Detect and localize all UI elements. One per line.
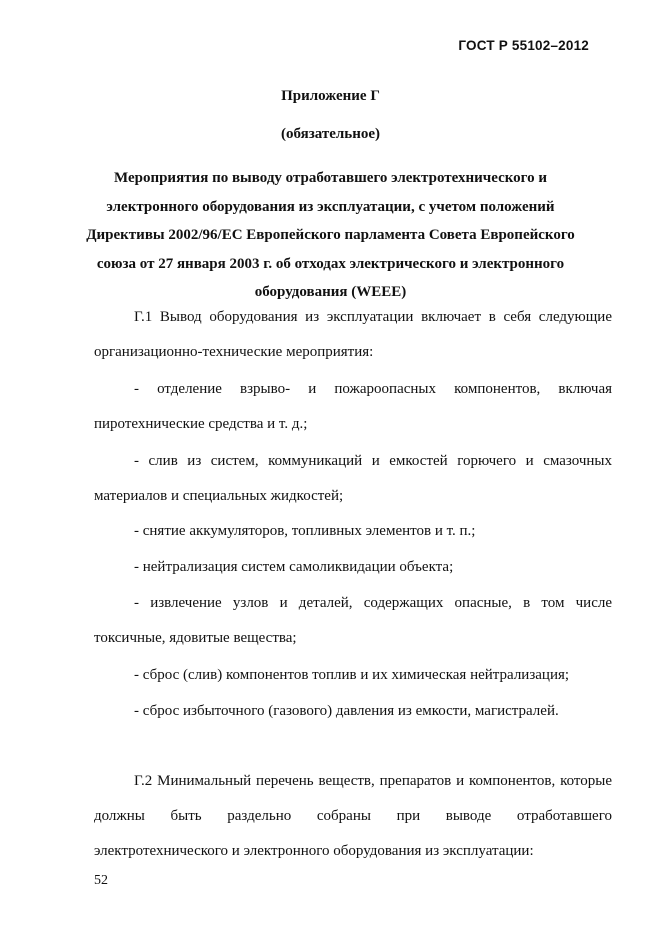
section-title: Мероприятия по выводу отработавшего электротехнического и электронного оборудования из эксплуатации, с учетом положений Директивы 2002/96/ЕС Европейского парламента Совета Европейского союза от 27 января 2003 г. об отходах электрического и электронного оборудования (WEEE) [86,170,575,300]
paragraph-g2: Г.2 Минимальный перечень веществ, препаратов и компонентов, которые должны быть раздельно собраны при выводе отработавшего электротехнического и электронного оборудования из эксплуатации: [94,773,612,859]
list-item: - снятие аккумуляторов, топливных элементов и т. п.; [134,523,476,539]
list-item: - нейтрализация систем самоликвидации объекта; [134,559,454,575]
appendix-subtitle: (обязательное) [280,126,381,142]
appendix-title: Приложение Г [281,88,380,104]
document-standard-code: ГОСТ Р 55102–2012 [458,38,589,53]
list-item: - сброс (слив) компонентов топлив и их химическая нейтрализация; [134,667,570,683]
list-item: - извлечение узлов и деталей, содержащих опасные, в том числе токсичные, ядовитые вещества; [94,595,612,646]
list-item: - слив из систем, коммуникаций и емкостей горючего и смазочных материалов и специальных жидкостей; [94,453,612,504]
page-number: 52 [94,873,108,888]
paragraph-g1: Г.1 Вывод оборудования из эксплуатации включает в себя следующие организационно-технические мероприятия: [94,309,612,360]
list-item: - отделение взрыво- и пожароопасных компонентов, включая пиротехнические средства и т. д.; [94,381,612,432]
list-item: - сброс избыточного (газового) давления из емкости, магистралей. [134,703,559,719]
